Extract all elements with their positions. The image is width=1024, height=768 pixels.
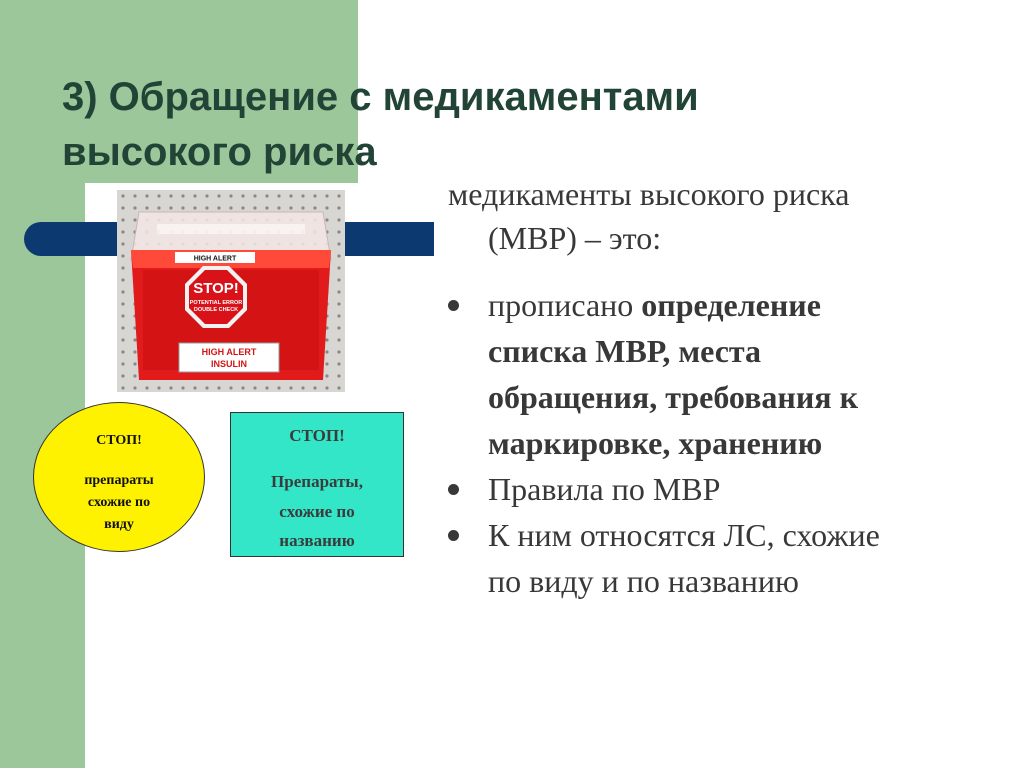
bullet-3-line-2: по виду и по названию	[488, 563, 799, 599]
bullet-dot-icon	[448, 300, 459, 311]
bullet-1-normal: прописано	[488, 287, 642, 323]
bullet-3-line-1: К ним относятся ЛС, схожие	[488, 517, 880, 553]
bullet-item-rules	[448, 466, 1008, 512]
circle-stop-text: СТОП!	[96, 433, 142, 448]
intro-line-2: (МВР) – это:	[488, 220, 662, 256]
bullet-dot-icon	[448, 530, 459, 541]
box-line-4: названию	[279, 531, 355, 550]
circle-line-4: виду	[104, 517, 134, 532]
stop-line-1: POTENTIAL ERROR	[189, 300, 243, 306]
label-insulin: INSULIN	[211, 359, 247, 369]
circle-line-2: препараты	[84, 473, 154, 488]
intro-line-1: медикаменты высокого риска	[448, 176, 850, 212]
bullet-dot-icon	[448, 484, 459, 495]
bullet-1-bold-3: обращения, требования к	[488, 379, 858, 415]
slide-title	[62, 70, 842, 180]
bullet-list	[448, 282, 1008, 604]
bullet-item-definition	[448, 282, 1008, 466]
box-line-2: Препараты,	[271, 472, 363, 491]
title-line-1: 3) Обращение с медикаментами	[62, 75, 699, 119]
stop-line-2: DOUBLE CHECK	[193, 307, 239, 313]
bullet-1-bold-2: списка МВР, места	[488, 333, 762, 369]
box-stop-text: СТОП!	[289, 426, 345, 445]
bullet-item-look-alike	[448, 512, 1008, 604]
circle-line-3: схожие по	[87, 495, 151, 510]
high-alert-bin-photo	[117, 190, 345, 392]
box-line-3: схожие по	[279, 502, 355, 521]
bullet-1-bold-4: маркировке, хранению	[488, 425, 823, 461]
definition-intro	[448, 172, 1008, 260]
label-high-alert-top: HIGH ALERT	[193, 255, 237, 263]
title-line-2: высокого риска	[62, 130, 377, 174]
stop-look-alike-circle	[33, 402, 205, 552]
stop-word: STOP!	[193, 280, 239, 297]
label-high-alert-bottom: HIGH ALERT	[201, 347, 257, 357]
stop-sound-alike-box	[230, 412, 404, 557]
bullet-2-text: Правила по МВР	[488, 471, 721, 507]
bullet-1-bold-1: определение	[641, 287, 821, 323]
